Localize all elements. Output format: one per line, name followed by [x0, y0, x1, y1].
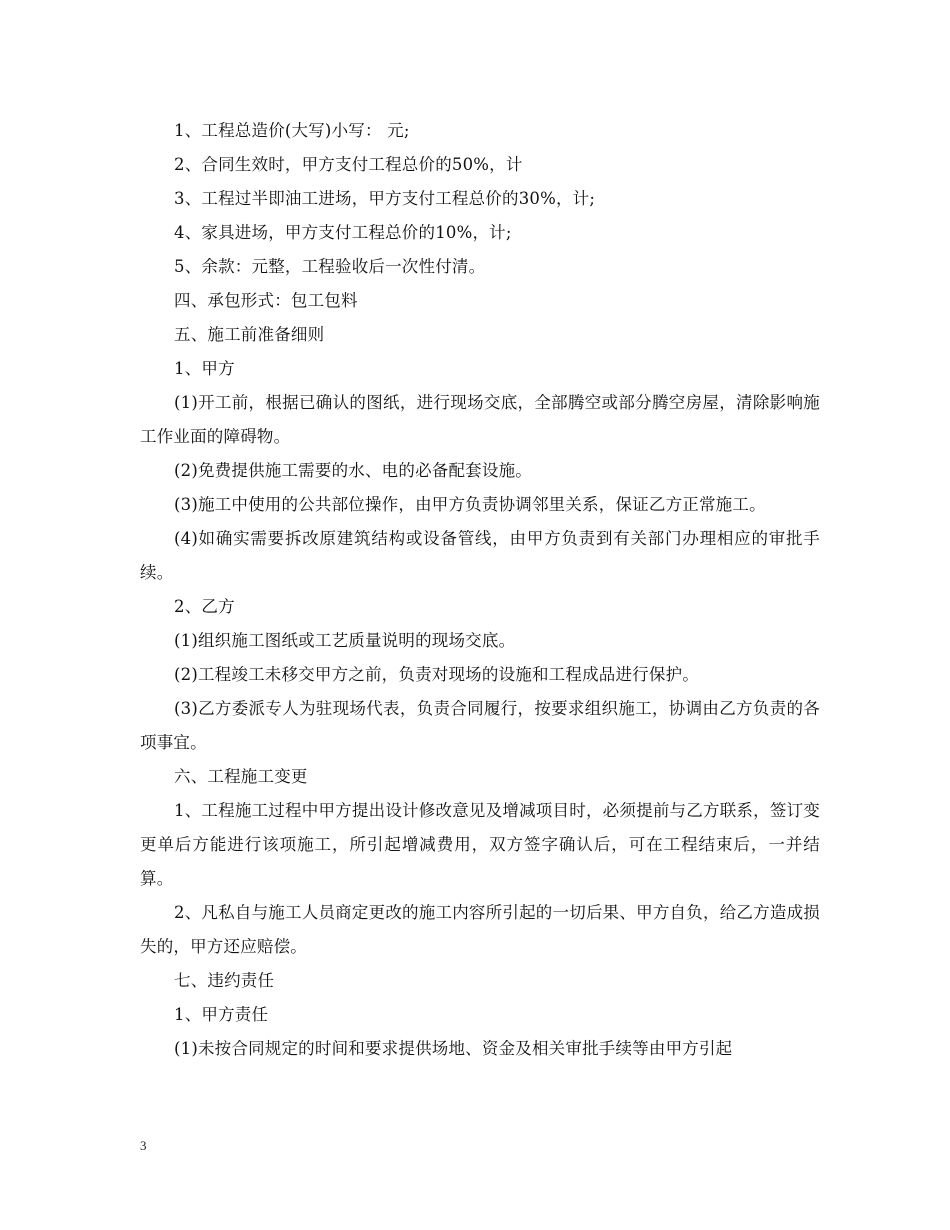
paragraph-payment-30: 3、工程过半即油工进场，甲方支付工程总价的30%，计; — [174, 189, 596, 208]
paragraph-party-b-item-2: (2)工程竣工未移交甲方之前，负责对现场的设施和工程成品进行保护。 — [174, 665, 699, 684]
document-body — [140, 114, 820, 1066]
paragraph-party-a-item-2: (2)免费提供施工需要的水、电的必备配套设施。 — [174, 461, 532, 480]
paragraph-payment-50: 2、合同生效时，甲方支付工程总价的50%，计 — [174, 155, 523, 174]
paragraph-party-a-item-1: (1)开工前，根据已确认的图纸，进行现场交底，全部腾空或部分腾空房屋，清除影响施工作业面的障碍物。 — [140, 393, 820, 446]
paragraph-total-price: 1、工程总造价(大写)小写： 元; — [174, 121, 410, 140]
section-heading-contract-form: 四、承包形式：包工包料 — [174, 291, 358, 310]
paragraph-change-item-2: 2、凡私自与施工人员商定更改的施工内容所引起的一切后果、甲方自负，给乙方造成损失的，甲方还应赔偿。 — [140, 903, 820, 956]
paragraph-party-a-item-4: (4)如确实需要拆改原建筑结构或设备管线，由甲方负责到有关部门办理相应的审批手续。 — [140, 529, 820, 582]
paragraph-party-a-item-3: (3)施工中使用的公共部位操作，由甲方负责协调邻里关系，保证乙方正常施工。 — [174, 495, 766, 514]
paragraph-liability-item-1: (1)未按合同规定的时间和要求提供场地、资金及相关审批手续等由甲方引起 — [174, 1039, 733, 1058]
section-heading-preparation: 五、施工前准备细则 — [174, 325, 325, 344]
section-heading-liability: 七、违约责任 — [174, 971, 275, 990]
paragraph-change-item-1: 1、工程施工过程中甲方提出设计修改意见及增减项目时，必须提前与乙方联系，签订变更单后方能进行该项施工，所引起增减费用，双方签字确认后，可在工程结束后，一并结算。 — [140, 801, 820, 888]
paragraph-party-b-item-3: (3)乙方委派专人为驻现场代表，负责合同履行，按要求组织施工，协调由乙方负责的各项事宜。 — [140, 699, 820, 752]
paragraph-payment-10: 4、家具进场，甲方支付工程总价的10%，计; — [174, 223, 512, 242]
subheading-party-a-liability: 1、甲方责任 — [174, 1005, 269, 1024]
subheading-party-b: 2、乙方 — [174, 597, 235, 616]
paragraph-party-b-item-1: (1)组织施工图纸或工艺质量说明的现场交底。 — [174, 631, 516, 650]
section-heading-construction-change: 六、工程施工变更 — [174, 767, 308, 786]
subheading-party-a: 1、甲方 — [174, 359, 235, 378]
paragraph-balance: 5、余款：元整，工程验收后一次性付清。 — [174, 257, 486, 276]
page-number: 3 — [140, 1138, 147, 1153]
